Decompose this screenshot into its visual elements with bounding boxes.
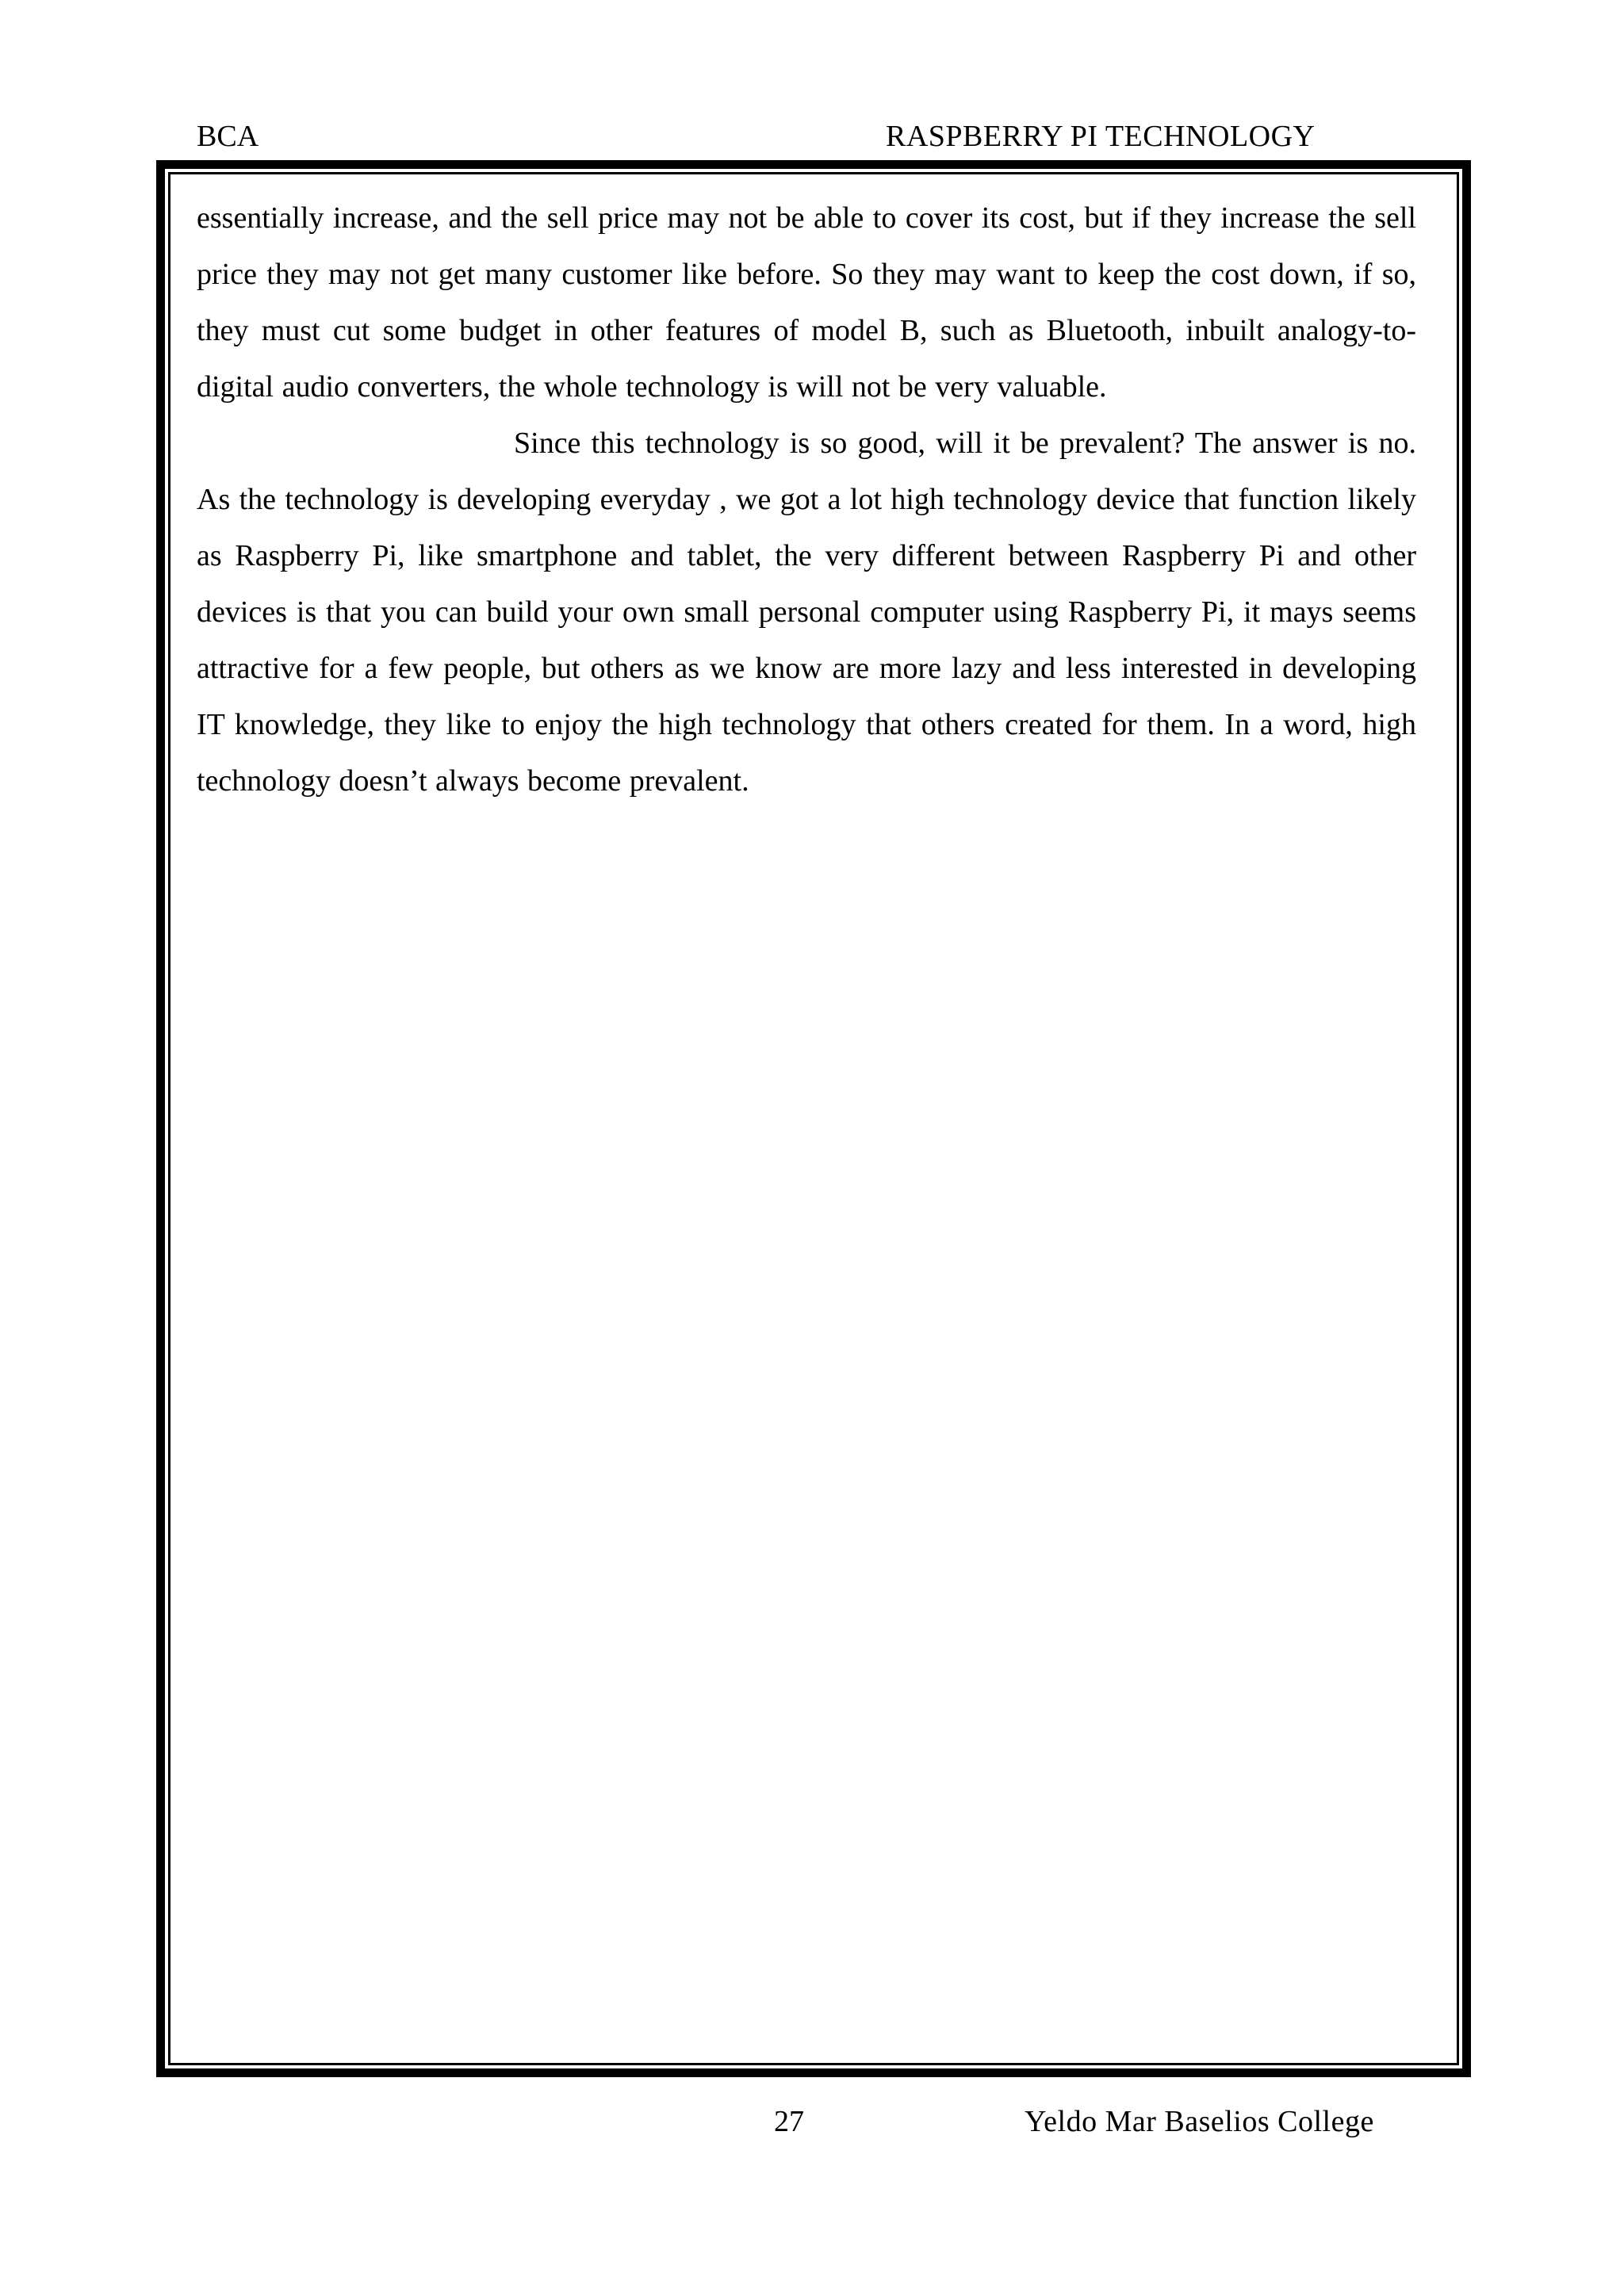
header-course-label: BCA [197,120,259,153]
header-document-title: RASPBERRY PI TECHNOLOGY [886,120,1316,153]
page-number: 27 [774,2105,804,2138]
body-paragraph-1: essentially increase, and the sell price may not be able to cover its cost, but if they increase the sell price they may not get many customer like before. So they may want to keep the cost down, if so, they must cut some budget in other features of model B, such as Bluetooth, inbuilt analogy-to-digital audio converters, the whole technology is will not be very valuable. [197,201,1416,404]
footer-college-name: Yeldo Mar Baselios College [1025,2105,1374,2138]
page-body [197,190,1416,809]
body-paragraph-2: Since this technology is so good, will it be prevalent? The answer is no. As the technology is developing everyday , we got a lot high technology device that function likely as Raspberry Pi, like smartphone and tablet, the very different between Raspberry Pi and other devices is that you can build your own small personal computer using Raspberry Pi, it mays seems attractive for a few people, but others as we know are more lazy and less interested in developing IT knowledge, they like to enjoy the high technology that others created for them. In a word, high technology doesn’t always become prevalent. [197,427,1416,798]
